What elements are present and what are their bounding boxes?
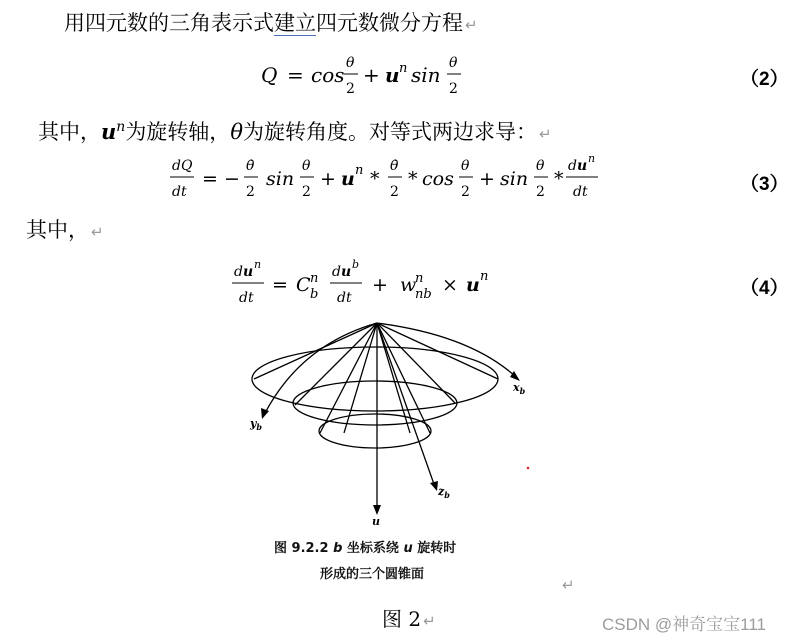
svg-text:dt: dt [239,290,254,306]
svg-text:+: + [320,168,336,190]
svg-text:−: − [224,168,240,190]
svg-text:zb [437,485,450,500]
explanation-paragraph [38,114,552,147]
svg-text:n: n [254,258,262,271]
yb-axis [264,323,377,415]
svg-text:dt: dt [172,184,187,200]
explanation-rest: 为旋转角度。对等式两边求导： [242,120,537,144]
svg-text:Q: Q [261,63,278,87]
svg-text:θ: θ [536,158,545,174]
equation-4 [230,256,510,312]
paragraph-mark-icon: ↵ [423,612,436,630]
svg-text:2: 2 [246,184,255,200]
u-axis-arrow-icon [373,505,381,515]
rotation-axis-symbol: u [101,119,117,144]
svg-text:θ: θ [346,55,355,71]
svg-text:u: u [385,63,400,87]
outer-cone-ellipse [252,347,498,411]
svg-text:×: × [442,274,458,296]
figure-caption-line-2: 形成的三个圆锥面 [320,567,425,582]
figure-label [382,606,436,634]
svg-text:dt: dt [573,184,588,200]
svg-text:xb [512,381,526,396]
red-dot [527,467,530,470]
svg-text:θ: θ [449,55,458,71]
svg-text:θ: θ [461,158,470,174]
svg-text:cos: cos [422,168,454,190]
csdn-watermark: CSDN @神奇宝宝111 [602,615,766,634]
svg-text:2: 2 [346,81,355,97]
svg-text:+: + [363,63,380,87]
equation-number-2: （2） [740,69,789,90]
svg-text:u: u [341,264,352,280]
xb-axis [377,323,516,377]
svg-text:yb [249,417,262,432]
intro-paragraph [64,10,478,38]
intro-text-b: 四元数微分方程 [316,11,463,35]
svg-text:2: 2 [302,184,311,200]
svg-text:C: C [296,274,311,296]
equation-number-4: （4） [740,278,789,299]
svg-text:+: + [372,274,388,296]
figure-label-text: 图 2 [382,607,422,631]
where-text: 其中， [26,218,89,242]
yb-label-sub: b [256,422,262,432]
svg-text:2: 2 [461,184,470,200]
svg-text:nb: nb [415,287,432,302]
svg-text:dt: dt [337,290,352,306]
where-paragraph [26,217,104,245]
caption-part-a: 图 9.2.2 [274,541,334,556]
equation-2 [255,50,515,102]
svg-text:u: u [466,274,480,296]
svg-text:w: w [400,274,417,296]
caption-part-d: u [403,541,413,556]
inner-cone-ellipse [319,414,431,448]
intro-text-underlined: 建立 [274,11,316,35]
yb-label: y [250,417,257,430]
zb-axis-arrow-icon [430,481,438,491]
svg-text:=: = [202,168,218,190]
middle-cone-ellipse [293,381,457,425]
explanation-prefix: 其中， [38,120,101,144]
svg-text:θ̇: θ̇ [246,158,255,174]
svg-text:n: n [480,269,489,284]
svg-text:θ: θ [302,158,311,174]
xb-label: x [513,381,520,394]
svg-text:=: = [272,274,288,296]
u-label: u [372,515,380,528]
svg-text:cos: cos [311,63,345,87]
svg-text:=: = [287,63,304,87]
equation-number-3: （3） [740,174,789,195]
caption-part-b: b [333,541,343,556]
svg-text:*: * [370,168,380,190]
xb-label-sub: b [519,386,526,396]
svg-text:sin: sin [266,168,295,190]
svg-text:*: * [554,168,564,190]
caption-part-e: 旋转时 [412,541,457,556]
paragraph-mark-icon: ↵ [562,576,575,594]
equation-3 [168,150,608,206]
caption-part-c: 坐标系绕 [342,541,404,556]
rotation-axis-superscript: n [116,119,126,135]
svg-text:*: * [408,168,418,190]
svg-text:u: u [341,168,355,190]
zb-label: z [438,485,445,498]
cone-figure [240,315,540,535]
svg-text:sin: sin [411,63,441,87]
svg-text:d: d [332,264,341,280]
svg-text:u: u [243,264,254,280]
svg-text:b: b [352,258,360,271]
theta-symbol: θ [230,120,243,144]
yb-axis-arrow-icon [261,408,269,419]
svg-text:sin: sin [500,168,529,190]
svg-text:+: + [479,168,495,190]
zb-label-sub: b [444,490,450,500]
paragraph-mark-icon: ↵ [91,223,104,241]
svg-text:n: n [588,152,596,165]
intro-text-a: 用四元数的三角表示式 [64,11,274,35]
svg-text:d: d [234,264,243,280]
svg-text:u: u [577,158,588,174]
svg-text:n: n [310,271,319,286]
svg-text:n: n [399,61,408,76]
svg-text:dQ: dQ [172,158,193,174]
svg-text:d: d [568,158,577,174]
svg-text:2: 2 [390,184,399,200]
svg-text:n: n [355,163,364,178]
svg-text:n: n [415,271,424,286]
svg-text:2: 2 [449,81,458,97]
svg-text:2: 2 [536,184,545,200]
explanation-mid: 为旋转轴， [125,120,231,144]
paragraph-mark-icon: ↵ [465,16,478,34]
svg-text:θ̇: θ̇ [390,158,399,174]
paragraph-mark-icon: ↵ [538,125,552,143]
svg-text:b: b [310,287,319,302]
figure-caption-line-1 [274,537,456,556]
